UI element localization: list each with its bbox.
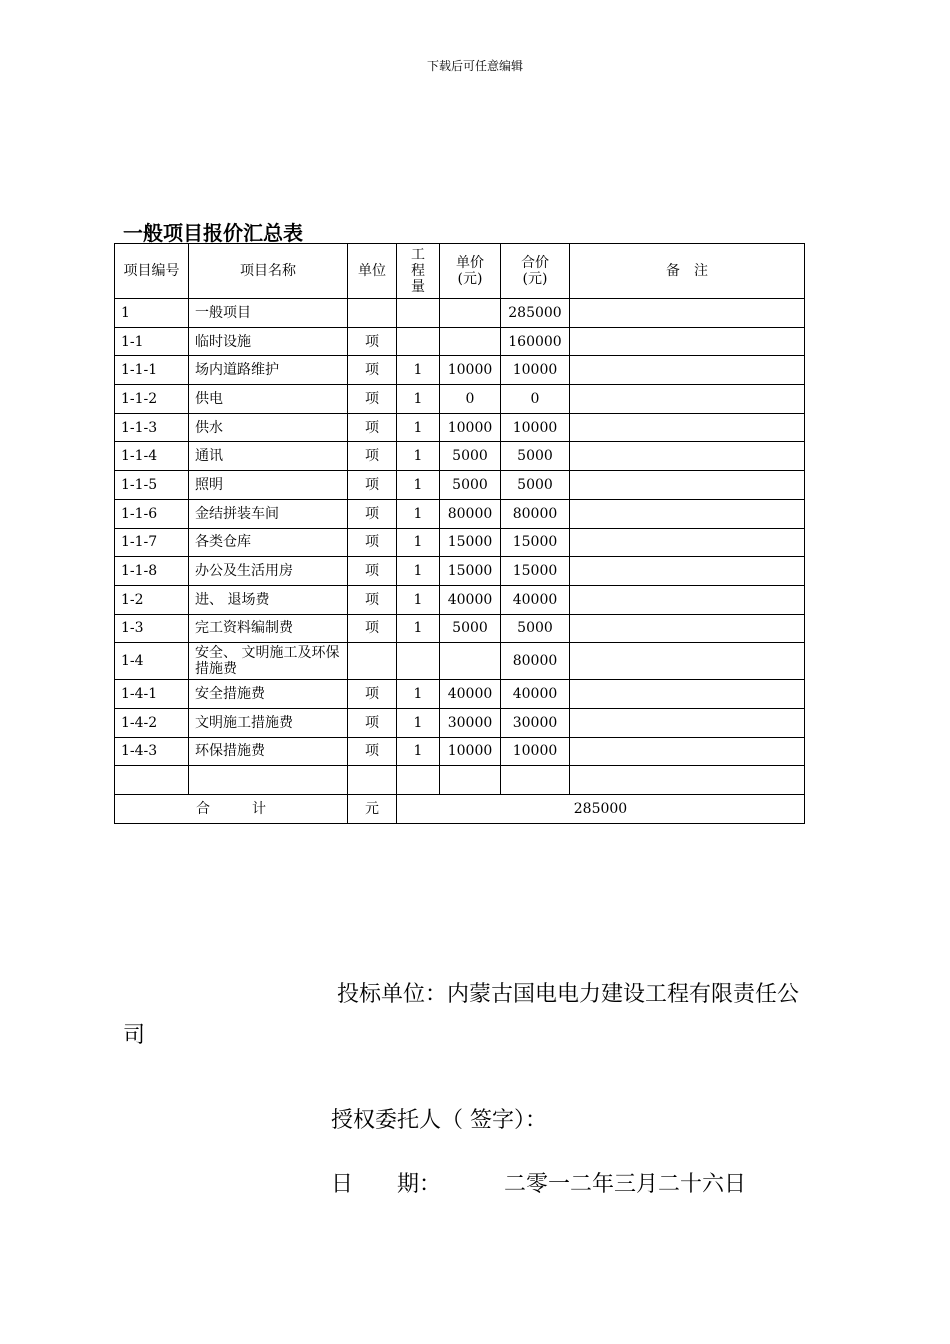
cell-code: 1-1-2 [115, 385, 189, 414]
cell-qty: 1 [397, 614, 440, 643]
cell-total-price: 10000 [501, 356, 570, 385]
cell-code: 1-4-1 [115, 680, 189, 709]
quote-summary-table [114, 243, 805, 824]
cell-name: 各类仓库 [189, 528, 348, 557]
cell-total-price: 40000 [501, 585, 570, 614]
total-unit: 元 [348, 795, 397, 824]
cell-remark [570, 708, 805, 737]
table-row [115, 471, 805, 500]
cell-unit: 项 [348, 737, 397, 766]
cell-unit-price [440, 643, 501, 680]
cell-unit: 项 [348, 499, 397, 528]
cell-remark [570, 643, 805, 680]
cell-name: 照明 [189, 471, 348, 500]
cell-name: 办公及生活用房 [189, 557, 348, 586]
cell-qty: 1 [397, 356, 440, 385]
cell-code: 1-1-3 [115, 413, 189, 442]
cell-qty [397, 327, 440, 356]
table-row [115, 766, 805, 795]
cell-unit-price [440, 766, 501, 795]
table-row [115, 585, 805, 614]
cell-qty: 1 [397, 385, 440, 414]
cell-qty: 1 [397, 680, 440, 709]
table-row [115, 356, 805, 385]
cell-remark [570, 299, 805, 328]
cell-unit: 项 [348, 614, 397, 643]
cell-total-price [501, 766, 570, 795]
cell-code: 1-4-2 [115, 708, 189, 737]
cell-qty: 1 [397, 708, 440, 737]
cell-total-price: 80000 [501, 499, 570, 528]
cell-qty [397, 643, 440, 680]
cell-remark [570, 737, 805, 766]
total-label: 合 计 [115, 795, 348, 824]
header-note: 下载后可任意编辑 [426, 59, 523, 73]
cell-remark [570, 385, 805, 414]
cell-code: 1-1-7 [115, 528, 189, 557]
cell-unit: 项 [348, 356, 397, 385]
cell-remark [570, 680, 805, 709]
cell-unit-price: 0 [440, 385, 501, 414]
cell-total-price: 10000 [501, 737, 570, 766]
page-title: 一般项目报价汇总表 [123, 221, 303, 245]
cell-qty: 1 [397, 557, 440, 586]
cell-remark [570, 614, 805, 643]
cell-code: 1-1-5 [115, 471, 189, 500]
cell-unit-price: 30000 [440, 708, 501, 737]
cell-unit: 项 [348, 471, 397, 500]
header-name: 项目名称 [189, 244, 348, 299]
cell-code: 1 [115, 299, 189, 328]
table-row [115, 557, 805, 586]
header-code: 项目编号 [115, 244, 189, 299]
cell-name: 安全措施费 [189, 680, 348, 709]
cell-code: 1-3 [115, 614, 189, 643]
cell-name: 临时设施 [189, 327, 348, 356]
cell-unit-price [440, 299, 501, 328]
cell-unit: 项 [348, 413, 397, 442]
cell-name: 供水 [189, 413, 348, 442]
cell-unit-price: 5000 [440, 442, 501, 471]
header-remark: 备 注 [570, 244, 805, 299]
cell-total-price: 5000 [501, 471, 570, 500]
cell-unit-price: 80000 [440, 499, 501, 528]
cell-unit-price: 40000 [440, 585, 501, 614]
cell-remark [570, 528, 805, 557]
cell-remark [570, 585, 805, 614]
header-unit-price: 单价(元) [440, 244, 501, 299]
date-value: 二零一二年三月二十六日 [504, 1172, 747, 1197]
cell-qty: 1 [397, 585, 440, 614]
cell-name: 文明施工措施费 [189, 708, 348, 737]
cell-name: 供电 [189, 385, 348, 414]
authorized-signatory: 授权委托人（ 签字）： [331, 1108, 547, 1133]
cell-unit: 项 [348, 327, 397, 356]
table-row [115, 499, 805, 528]
cell-remark [570, 766, 805, 795]
cell-code: 1-1 [115, 327, 189, 356]
table-row [115, 708, 805, 737]
date-label: 日 期： [331, 1172, 442, 1197]
cell-unit: 项 [348, 528, 397, 557]
table-row [115, 413, 805, 442]
table-row [115, 442, 805, 471]
cell-qty: 1 [397, 442, 440, 471]
cell-code: 1-1-6 [115, 499, 189, 528]
cell-remark [570, 471, 805, 500]
cell-unit-price: 40000 [440, 680, 501, 709]
cell-unit: 项 [348, 557, 397, 586]
cell-unit: 项 [348, 680, 397, 709]
cell-total-price: 15000 [501, 557, 570, 586]
cell-qty: 1 [397, 528, 440, 557]
cell-remark [570, 413, 805, 442]
cell-total-price: 80000 [501, 643, 570, 680]
total-row [115, 795, 805, 824]
cell-total-price: 40000 [501, 680, 570, 709]
cell-unit-price: 5000 [440, 471, 501, 500]
cell-qty [397, 766, 440, 795]
cell-unit-price [440, 327, 501, 356]
table-row [115, 299, 805, 328]
cell-code: 1-4-3 [115, 737, 189, 766]
cell-code: 1-2 [115, 585, 189, 614]
cell-total-price: 5000 [501, 442, 570, 471]
cell-unit-price: 15000 [440, 557, 501, 586]
bidder-line-1: 投标单位：内蒙古国电电力建设工程有限责任公 [337, 982, 800, 1007]
cell-total-price: 160000 [501, 327, 570, 356]
cell-name: 金结拼装车间 [189, 499, 348, 528]
cell-unit: 项 [348, 708, 397, 737]
total-value: 285000 [397, 795, 805, 824]
cell-unit: 项 [348, 585, 397, 614]
table-row [115, 737, 805, 766]
cell-name [189, 766, 348, 795]
cell-name: 安全、 文明施工及环保措施费 [189, 643, 348, 680]
cell-code: 1-1-4 [115, 442, 189, 471]
header-unit: 单位 [348, 244, 397, 299]
cell-qty [397, 299, 440, 328]
cell-qty: 1 [397, 737, 440, 766]
cell-remark [570, 327, 805, 356]
table-row [115, 680, 805, 709]
cell-unit: 项 [348, 385, 397, 414]
cell-code [115, 766, 189, 795]
table-row [115, 614, 805, 643]
cell-total-price: 30000 [501, 708, 570, 737]
table-row [115, 643, 805, 680]
bidder-line-2: 司 [123, 1023, 146, 1048]
cell-unit [348, 766, 397, 795]
cell-total-price: 0 [501, 385, 570, 414]
cell-total-price: 15000 [501, 528, 570, 557]
table-row [115, 385, 805, 414]
cell-qty: 1 [397, 499, 440, 528]
cell-name: 通讯 [189, 442, 348, 471]
cell-name: 环保措施费 [189, 737, 348, 766]
cell-remark [570, 557, 805, 586]
cell-name: 一般项目 [189, 299, 348, 328]
cell-qty: 1 [397, 471, 440, 500]
cell-unit-price: 10000 [440, 356, 501, 385]
table-header-row [115, 244, 805, 299]
header-qty: 工程量 [397, 244, 440, 299]
cell-name: 进、 退场费 [189, 585, 348, 614]
cell-unit-price: 5000 [440, 614, 501, 643]
cell-total-price: 5000 [501, 614, 570, 643]
cell-unit-price: 10000 [440, 737, 501, 766]
cell-unit-price: 10000 [440, 413, 501, 442]
cell-total-price: 285000 [501, 299, 570, 328]
cell-unit [348, 299, 397, 328]
cell-code: 1-4 [115, 643, 189, 680]
table-row [115, 327, 805, 356]
cell-code: 1-1-8 [115, 557, 189, 586]
cell-name: 场内道路维护 [189, 356, 348, 385]
table-body [115, 299, 805, 795]
cell-remark [570, 356, 805, 385]
header-total-price: 合价(元) [501, 244, 570, 299]
cell-remark [570, 499, 805, 528]
cell-name: 完工资料编制费 [189, 614, 348, 643]
cell-remark [570, 442, 805, 471]
table-row [115, 528, 805, 557]
cell-unit [348, 643, 397, 680]
cell-unit: 项 [348, 442, 397, 471]
cell-qty: 1 [397, 413, 440, 442]
cell-code: 1-1-1 [115, 356, 189, 385]
cell-total-price: 10000 [501, 413, 570, 442]
cell-unit-price: 15000 [440, 528, 501, 557]
